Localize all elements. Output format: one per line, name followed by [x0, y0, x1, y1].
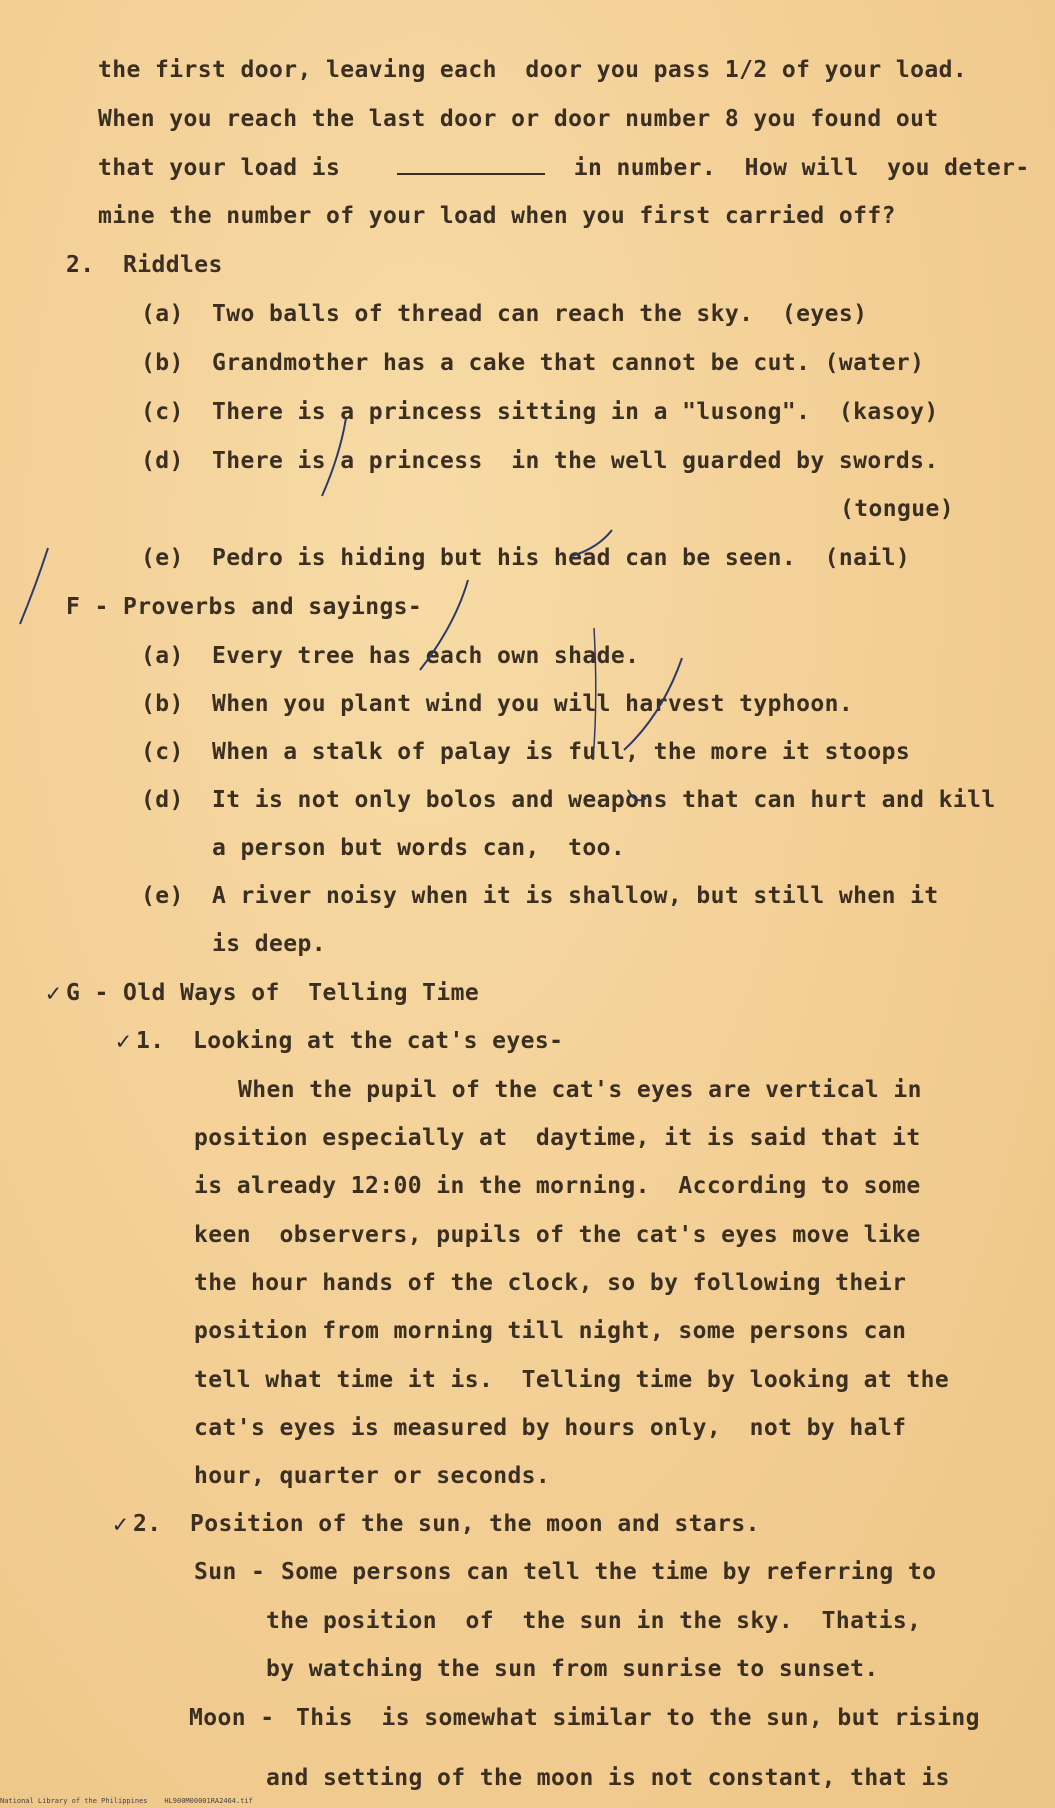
pen-stroke: [20, 548, 48, 624]
proverb-text: Every tree has each own shade.: [212, 643, 640, 669]
intro-line-3a: that your load is: [98, 155, 341, 181]
proverb-text: It is not only bolos and weapons that can hurt and kill: [212, 787, 996, 813]
riddle-answer: (tongue): [840, 496, 954, 522]
proverb-label: (e): [141, 883, 184, 909]
riddles-heading: 2. Riddles: [66, 252, 223, 278]
proverb-text: a person but words can, too.: [212, 835, 626, 861]
riddle-text: Grandmother has a cake that cannot be cut. (water): [212, 350, 925, 376]
proverb-label: (b): [141, 691, 184, 717]
cat-eyes-line: is already 12:00 in the morning. According to some: [194, 1173, 921, 1199]
proverb-label: (d): [141, 787, 184, 813]
riddle-label: (a): [141, 301, 184, 327]
sun-line: by watching the sun from sunrise to sunset.: [266, 1656, 879, 1682]
intro-line-1: the first door, leaving each door you pass 1/2 of your load.: [98, 57, 968, 83]
cat-eyes-heading: 1. Looking at the cat's eyes-: [136, 1028, 564, 1054]
proverb-label: (a): [141, 643, 184, 669]
proverb-label: (c): [141, 739, 184, 765]
riddle-text: There is a princess in the well guarded by swords.: [212, 448, 939, 474]
cat-eyes-line: keen observers, pupils of the cat's eyes move like: [194, 1222, 921, 1248]
cat-eyes-line: the hour hands of the clock, so by following their: [194, 1270, 907, 1296]
proverbs-heading: F - Proverbs and sayings-: [66, 594, 423, 620]
proverb-text: is deep.: [212, 931, 326, 957]
intro-line-3b: in number. How will you deter-: [573, 155, 1030, 181]
check-mark-icon: ✓: [46, 979, 61, 1007]
check-mark-icon: ✓: [116, 1027, 131, 1055]
riddle-label: (c): [141, 399, 184, 425]
archive-footer: National Library of the Philippines HL900M00001RA2464.tif: [0, 1797, 253, 1805]
proverb-text: A river noisy when it is shallow, but still when it: [212, 883, 939, 909]
moon-label: Moon -: [189, 1705, 275, 1731]
check-mark-icon: ✓: [113, 1510, 128, 1538]
sun-line: the position of the sun in the sky. Thatis,: [266, 1608, 922, 1634]
cat-eyes-line: When the pupil of the cat's eyes are vertical in: [238, 1077, 922, 1103]
cat-eyes-line: position especially at daytime, it is said that it: [194, 1125, 921, 1151]
riddle-label: (b): [141, 350, 184, 376]
sun-line: Some persons can tell the time by referring to: [281, 1559, 937, 1585]
riddle-label: (e): [141, 545, 184, 571]
sun-moon-heading: 2. Position of the sun, the moon and stars.: [133, 1511, 760, 1537]
cat-eyes-line: tell what time it is. Telling time by looking at the: [194, 1367, 950, 1393]
riddle-text: There is a princess sitting in a "lusong". (kasoy): [212, 399, 939, 425]
riddle-label: (d): [141, 448, 184, 474]
moon-line: and setting of the moon is not constant, that is: [266, 1765, 950, 1791]
proverb-text: When a stalk of palay is full, the more it stoops: [212, 739, 911, 765]
riddle-text: Pedro is hiding but his head can be seen. (nail): [212, 545, 911, 571]
intro-line-3: [98, 154, 1030, 182]
intro-line-4: mine the number of your load when you first carried off?: [98, 203, 896, 229]
answer-blank: [397, 155, 545, 175]
riddle-text: Two balls of thread can reach the sky. (eyes): [212, 301, 868, 327]
moon-line: This is somewhat similar to the sun, but rising: [296, 1705, 980, 1731]
cat-eyes-line: hour, quarter or seconds.: [194, 1463, 551, 1489]
proverb-text: When you plant wind you will harvest typhoon.: [212, 691, 854, 717]
intro-line-2: When you reach the last door or door number 8 you found out: [98, 106, 939, 132]
cat-eyes-line: cat's eyes is measured by hours only, not by half: [194, 1415, 907, 1441]
old-ways-heading: G - Old Ways of Telling Time: [66, 980, 480, 1006]
sun-label: Sun -: [194, 1559, 266, 1585]
cat-eyes-line: position from morning till night, some persons can: [194, 1318, 907, 1344]
